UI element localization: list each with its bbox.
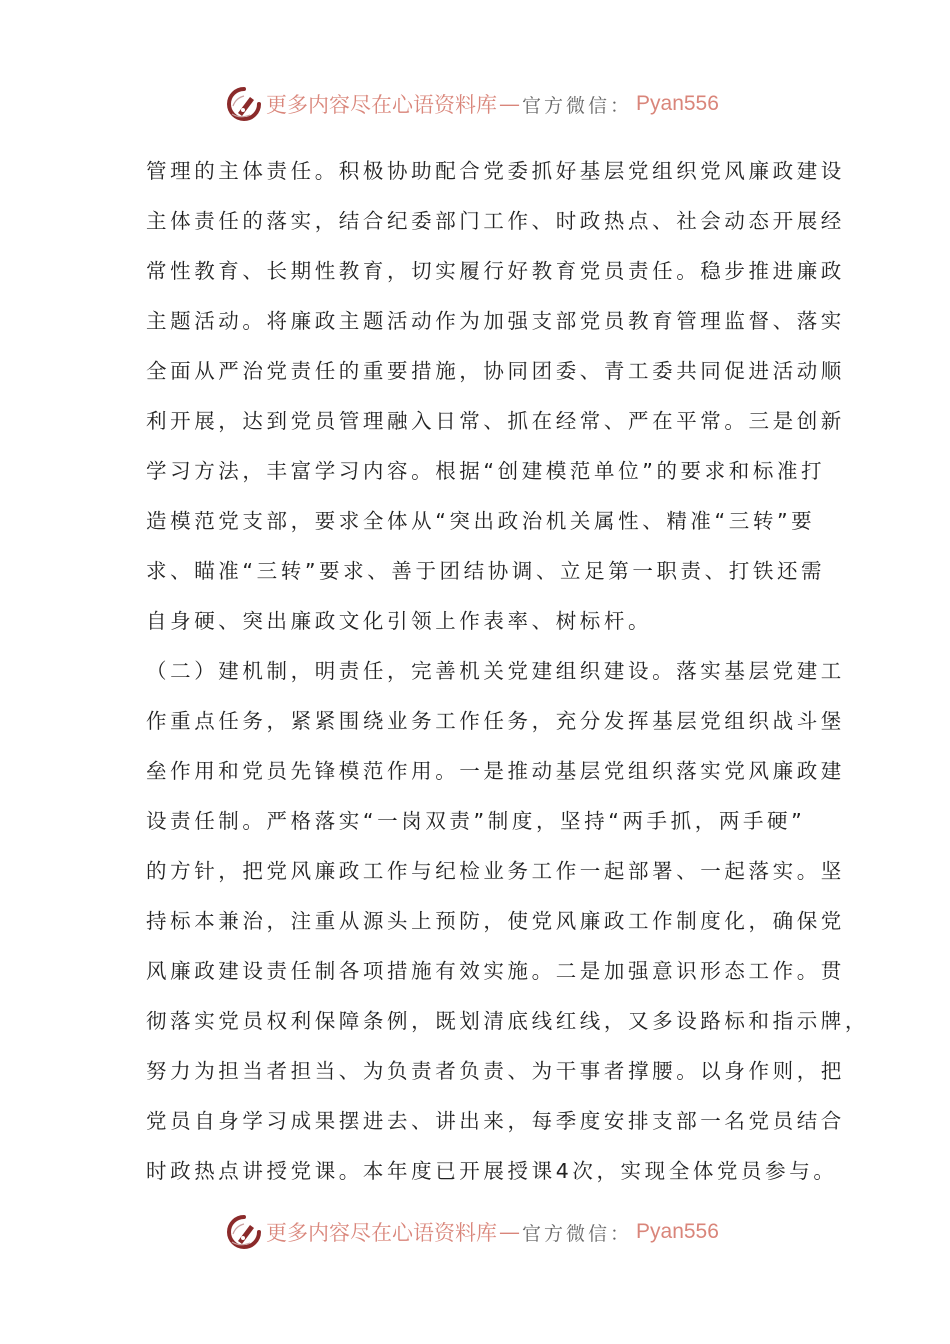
brand-text: 更多内容尽在心语资料库 bbox=[266, 93, 497, 117]
document-body bbox=[146, 146, 869, 1196]
body-line: 学习方法，丰富学习内容。根据“创建模范单位”的要求和标准打 bbox=[146, 459, 826, 483]
body-line: 常性教育、长期性教育，切实履行好教育党员责任。稳步推进廉政 bbox=[146, 259, 845, 283]
pen-nib-logo-icon bbox=[226, 86, 262, 122]
body-line: 的方针，把党风廉政工作与纪检业务工作一起部署、一起落实。坚 bbox=[146, 859, 845, 883]
body-line: 求、瞄准“三转”要求、善于团结协调、立足第一职责、打铁还需 bbox=[146, 559, 826, 583]
separator-dash: — bbox=[499, 1220, 520, 1244]
official-wechat-label: 官方微信： bbox=[522, 1222, 633, 1245]
body-line: 党员自身学习成果摆进去、讲出来，每季度安排支部一名党员结合 bbox=[146, 1109, 845, 1133]
footer-watermark-banner bbox=[226, 1210, 719, 1254]
body-line: 管理的主体责任。积极协助配合党委抓好基层党组织党风廉政建设 bbox=[146, 159, 845, 183]
body-line: 垒作用和党员先锋模范作用。一是推动基层党组织落实党风廉政建 bbox=[146, 759, 845, 783]
body-line: 作重点任务，紧紧围绕业务工作任务，充分发挥基层党组织战斗堡 bbox=[146, 709, 845, 733]
body-line: 造模范党支部，要求全体从“突出政治机关属性、精准“三转”要 bbox=[146, 509, 816, 533]
header-watermark-banner bbox=[226, 82, 719, 126]
body-line: 风廉政建设责任制各项措施有效实施。二是加强意识形态工作。贯 bbox=[146, 959, 845, 983]
separator-dash: — bbox=[499, 92, 520, 116]
body-line: 利开展，达到党员管理融入日常、抓在经常、严在平常。三是创新 bbox=[146, 409, 845, 433]
pen-nib-logo-icon bbox=[226, 1214, 262, 1250]
body-line: 努力为担当者担当、为负责者负责、为干事者撑腰。以身作则，把 bbox=[146, 1059, 845, 1083]
body-line: 设责任制。严格落实“一岗双责”制度，坚持“两手抓，两手硬” bbox=[146, 809, 806, 833]
brand-text: 更多内容尽在心语资料库 bbox=[266, 1221, 497, 1245]
body-line: 时政热点讲授党课。本年度已开展授课4次，实现全体党员参与。 bbox=[146, 1159, 838, 1183]
body-line: 主体责任的落实，结合纪委部门工作、时政热点、社会动态开展经 bbox=[146, 209, 845, 233]
official-wechat-label: 官方微信： bbox=[522, 94, 633, 117]
body-line: 主题活动。将廉政主题活动作为加强支部党员教育管理监督、落实 bbox=[146, 309, 845, 333]
body-line: 自身硬、突出廉政文化引领上作表率、树标杆。 bbox=[146, 609, 653, 633]
wechat-id: Pyan556 bbox=[636, 92, 719, 115]
body-line: 全面从严治党责任的重要措施，协同团委、青工委共同促进活动顺 bbox=[146, 359, 845, 383]
body-line: 彻落实党员权利保障条例，既划清底线红线，又多设路标和指示牌， bbox=[146, 1009, 869, 1033]
section-heading-line: （二）建机制，明责任，完善机关党建组织建设。落实基层党建工 bbox=[146, 659, 845, 683]
body-line: 持标本兼治，注重从源头上预防，使党风廉政工作制度化，确保党 bbox=[146, 909, 845, 933]
wechat-id: Pyan556 bbox=[636, 1220, 719, 1243]
